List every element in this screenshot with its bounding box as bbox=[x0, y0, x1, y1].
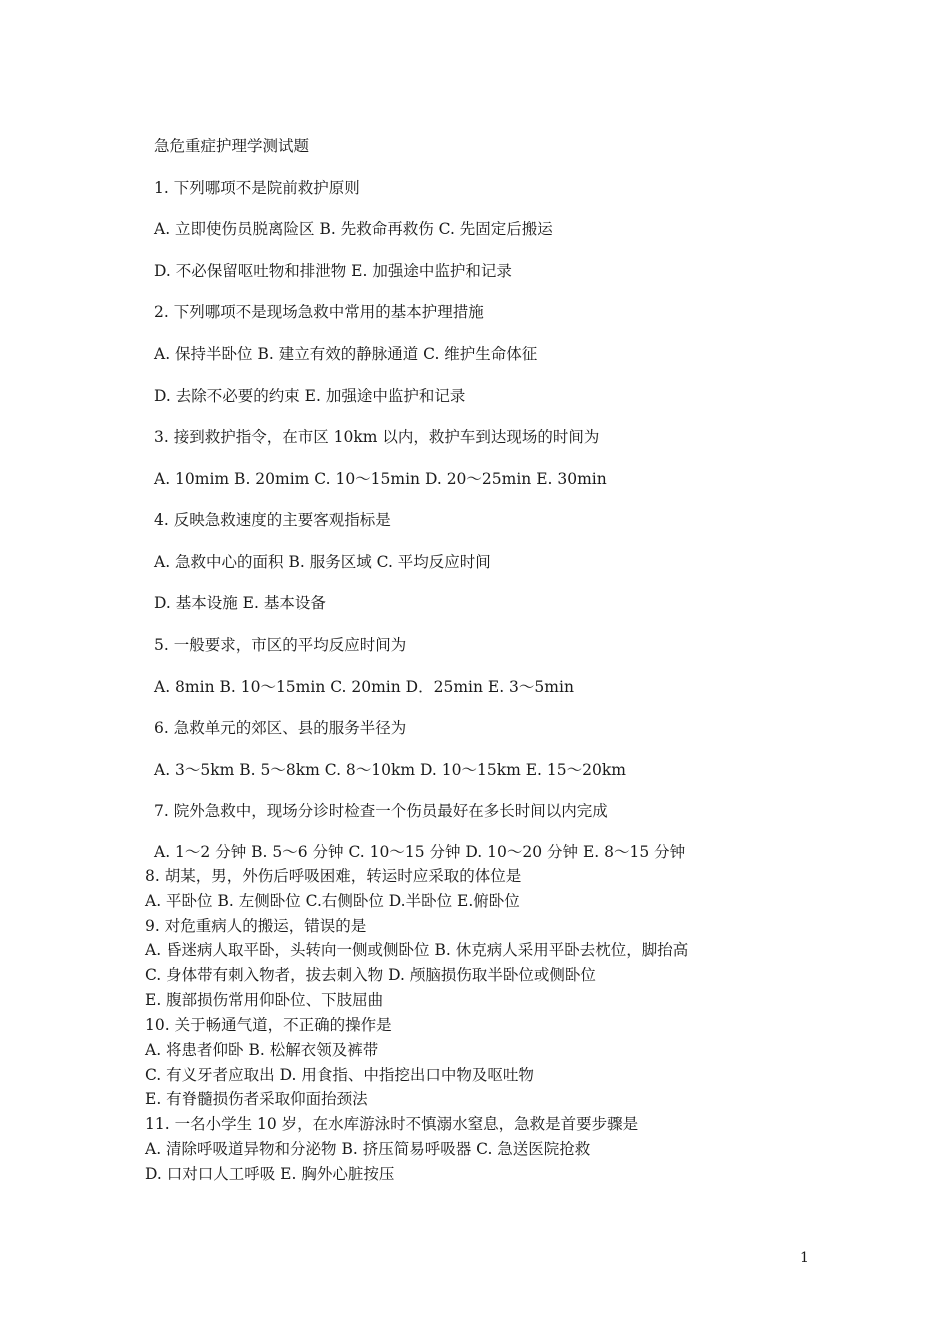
option-line: C. 有义牙者应取出 D. 用食指、中指挖出口中物及呕吐物 bbox=[145, 1066, 534, 1084]
question-line: 1. 下列哪项不是院前救护原则 bbox=[154, 179, 360, 197]
option-line: A. 昏迷病人取平卧，头转向一侧或侧卧位 B. 休克病人采用平卧去枕位，脚抬高 bbox=[145, 941, 689, 959]
option-line: A. 10mim B. 20mim C. 10～15min D. 20～25min E. 30min bbox=[154, 470, 607, 488]
option-line: A. 急救中心的面积 B. 服务区域 C. 平均反应时间 bbox=[154, 553, 491, 571]
question-line: 10. 关于畅通气道，不正确的操作是 bbox=[145, 1016, 392, 1034]
option-line: A. 清除呼吸道异物和分泌物 B. 挤压简易呼吸器 C. 急送医院抢救 bbox=[145, 1140, 591, 1158]
question-line: 11. 一名小学生 10 岁，在水库游泳时不慎溺水窒息，急救是首要步骤是 bbox=[145, 1115, 639, 1133]
page-number: 1 bbox=[800, 1250, 809, 1266]
option-line: A. 立即使伤员脱离险区 B. 先救命再救伤 C. 先固定后搬运 bbox=[154, 220, 553, 238]
document-title: 急危重症护理学测试题 bbox=[154, 137, 310, 155]
option-line: D. 不必保留呕吐物和排泄物 E. 加强途中监护和记录 bbox=[154, 262, 512, 280]
option-line: A. 8min B. 10～15min C. 20min D．25min E. 3～5min bbox=[154, 678, 574, 696]
question-line: 9. 对危重病人的搬运，错误的是 bbox=[145, 917, 367, 935]
question-line: 7. 院外急救中，现场分诊时检查一个伤员最好在多长时间以内完成 bbox=[154, 802, 608, 820]
question-line: 4. 反映急救速度的主要客观指标是 bbox=[154, 511, 391, 529]
option-line: A. 将患者仰卧 B. 松解衣领及裤带 bbox=[145, 1041, 379, 1059]
question-line: 5. 一般要求，市区的平均反应时间为 bbox=[154, 636, 407, 654]
option-line: A. 3～5km B. 5～8km C. 8～10km D. 10～15km E. 15～20km bbox=[154, 761, 626, 779]
option-line: E. 有脊髓损伤者采取仰面抬颈法 bbox=[145, 1090, 368, 1108]
question-line: 6. 急救单元的郊区、县的服务半径为 bbox=[154, 719, 407, 737]
question-line: 8. 胡某，男，外伤后呼吸困难，转运时应采取的体位是 bbox=[145, 867, 522, 885]
option-line: A. 保持半卧位 B. 建立有效的静脉通道 C. 维护生命体征 bbox=[154, 345, 538, 363]
question-line: 3. 接到救护指令，在市区 10km 以内，救护车到达现场的时间为 bbox=[154, 428, 600, 446]
option-line: E. 腹部损伤常用仰卧位、下肢屈曲 bbox=[145, 991, 384, 1009]
option-line: D. 口对口人工呼吸 E. 胸外心脏按压 bbox=[145, 1165, 395, 1183]
option-line: C. 身体带有刺入物者，拔去刺入物 D. 颅脑损伤取半卧位或侧卧位 bbox=[145, 966, 596, 984]
option-line: A. 平卧位 B. 左侧卧位 C.右侧卧位 D.半卧位 E.俯卧位 bbox=[145, 892, 520, 910]
option-line: A. 1～2 分钟 B. 5～6 分钟 C. 10～15 分钟 D. 10～20 分钟 E. 8～15 分钟 bbox=[154, 843, 686, 861]
question-line: 2. 下列哪项不是现场急救中常用的基本护理措施 bbox=[154, 303, 484, 321]
option-line: D. 去除不必要的约束 E. 加强途中监护和记录 bbox=[154, 387, 466, 405]
option-line: D. 基本设施 E. 基本设备 bbox=[154, 594, 326, 612]
